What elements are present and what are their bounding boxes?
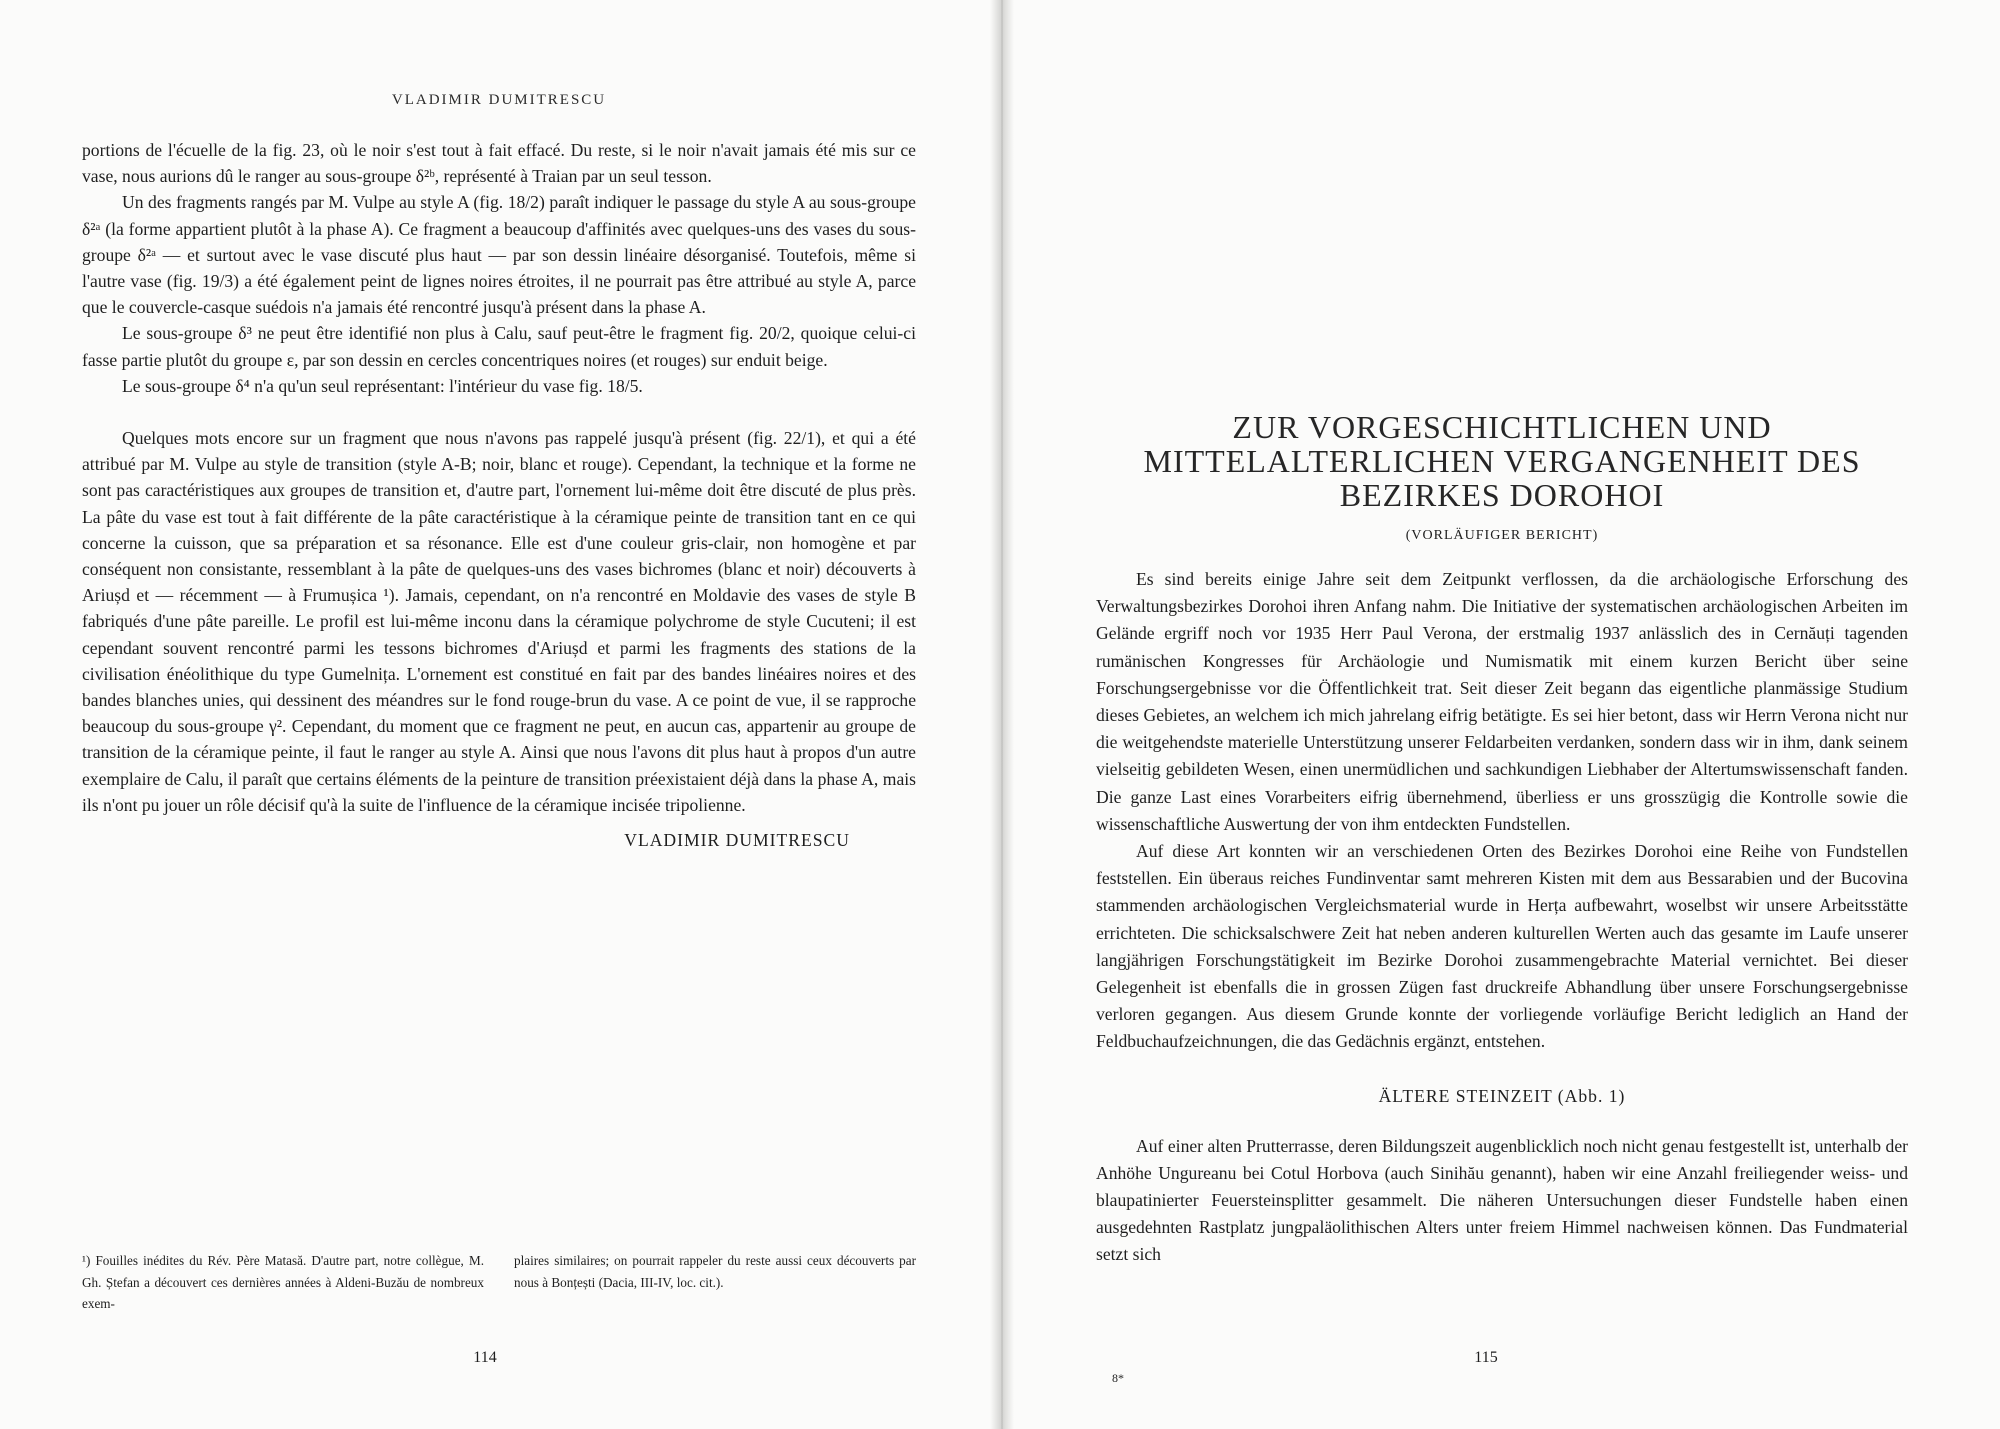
paragraph-1: portions de l'écuelle de la fig. 23, où le noir s'est tout à fait effacé. Du reste, si le noir n'avait jamais été mis sur ce vase, nous aurions dû le ranger au sous-groupe δ²ᵇ, représenté à Traian par un seul tesson. xyxy=(82,140,916,187)
section-paragraph: Auf einer alten Prutterrasse, deren Bildungszeit augenblicklich noch nicht genau festgestellt ist, unterhalb der Anhöhe Ungureanu bei Cotul Horbova (auch Sinihău genannt), haben wir eine Anzahl freiliegender weiss- und blaupatinierter Feuersteinsplitter gesammelt. Die näheren Untersuchungen dieser Fundstelle haben einen ausgedehnten Rastplatz jungpaläolithischen Alters unter freiem Himmel nachweisen können. Das Fundmaterial setzt sich xyxy=(1096,1135,1908,1265)
footnotes xyxy=(82,1250,916,1315)
right-page xyxy=(996,0,2000,1429)
footnote-column-2: plaires similaires; on pourrait rappeler du reste aussi ceux découverts par nous à Bonțești (Dacia, III-IV, loc. cit.). xyxy=(514,1253,916,1290)
paragraph-3: Le sous-groupe δ³ ne peut être identifié non plus à Calu, sauf peut-être le fragment fig. 20/2, quoique celui-ci fasse partie plutôt du groupe ε, par son dessin en cercles concentriques noires (et rouges) sur enduit beige. xyxy=(82,323,916,370)
paragraph-gap xyxy=(82,399,916,425)
paragraph-2: Un des fragments rangés par M. Vulpe au style A (fig. 18/2) paraît indiquer le passage du style A au sous-groupe δ²ᵃ (la forme appartient plutôt à la phase A). Ce fragment a beaucoup d'affinités avec quelques-uns des vases du sous-groupe δ²ᵃ — et surtout avec le vase discuté plus haut — par son dessin linéaire désorganisé. Toutefois, même si l'autre vase (fig. 19/3) a été également peint de lignes noires étroites, il ne pourrait pas être attribué au style A, parce que le couvercle-casque suédois n'a jamais été rencontré jusqu'à présent dans la phase A. xyxy=(82,192,916,318)
footnote-column-1: ¹) Fouilles inédites du Rév. Père Matasă. D'autre part, notre collègue, M. Gh. Ștefan a découvert ces dernières années à Aldeni-Buzău de nombreux exem- xyxy=(82,1253,484,1311)
paragraph-2-right: Auf diese Art konnten wir an verschiedenen Orten des Bezirkes Dorohoi eine Reihe von Fundstellen feststellen. Ein überaus reiches Fundinventar samt mehreren Kisten mit dem aus Bessarabien und der Bucovina stammenden archäologischen Vergleichsmaterial wurde in Herța aufbewahrt, woselbst wir unsere Arbeitsstätte errichteten. Die schicksalschwere Zeit hat neben anderen kulturellen Werten auch das gesamte im Laufe unserer langjährigen Forschungstätigkeit im Bezirke Dorohoi zusammengebrachte Material vernichtet. Bei dieser Gelegenheit ist ebenfalls die in grossen Zügen fast druckreife Abhandlung über unsere Forschungsergebnisse verloren gegangen. Aus diesem Grunde konnte der vorliegende vorläufige Bericht lediglich an Hand der Feldbuchaufzeichnungen, die das Gedächnis ergänzt, entstehen. xyxy=(1096,841,1908,1052)
article-subtitle: (VORLÄUFIGER BERICHT) xyxy=(1405,528,1599,543)
running-head: VLADIMIR DUMITRESCU xyxy=(391,92,607,108)
page-number-left: 114 xyxy=(473,1349,497,1366)
left-page xyxy=(0,0,996,1429)
article-title: ZUR VORGESCHICHTLICHEN UND MITTELALTERLICHEN VERGANGENHEIT DES BEZIRKES DOROHOI xyxy=(1143,409,1861,513)
paragraph-5: Quelques mots encore sur un fragment que nous n'avons pas rappelé jusqu'à présent (fig. 22/1), et qui a été attribué par M. Vulpe au style de transition (style A-B; noir, blanc et rouge). Cependant, la technique et la forme ne sont pas caractéristiques aux groupes de transition et, d'autre part, l'ornement lui-même doit être discuté de plus près. La pâte du vase est tout à fait différente de la pâte caractéristique à la céramique peinte de transition tant en ce qui concerne la cuisson, que sa préparation et sa résonance. Elle est d'une couleur gris-clair, non homogène et par conséquent non consistante, ressemblant à la pâte de quelques-uns des vases bichromes (blanc et noir) découverts à Ariușd et — récemment — à Frumușica ¹). Jamais, cependant, on n'a rencontré en Moldavie des vases de style B fabriqués d'une pâte pareille. Le profil est lui-même inconu dans la céramique polychrome de style Cucuteni; il est cependant souvent rencontré parmi les tessons bichromes d'Ariușd et parmi les fragments des stations de la civilisation énéolithique du type Gumelnița. L'ornement est constitué en fait par des bandes linéaires noires et des bandes blanches unies, qui dessinent des méandres sur le fond rouge-brun du vase. A ce point de vue, il se rapproche beaucoup du sous-groupe γ². Cependant, du moment que ce fragment ne peut, en aucun cas, appartenir au groupe de transition de la céramique peinte, il faut le ranger au style A. Ainsi que nous l'avons dit plus haut à propos d'un autre exemplaire de Calu, il paraît que certains éléments de la peinture de transition préexistaient déjà dans la phase A, mais ils n'ont pu jouer un rôle décisif qu'à la suite de l'influence de la céramique incisée tripolienne. xyxy=(82,428,916,815)
signature-mark: 8* xyxy=(1112,1371,1124,1385)
book-gutter xyxy=(990,0,1014,1429)
paragraph-1-right: Es sind bereits einige Jahre seit dem Zeitpunkt verflossen, da die archäologische Erforschung des Verwaltungsbezirkes Dorohoi ihren Anfang nahm. Die Initiative der systematischen archäologischen Arbeiten im Gelände ergriff noch vor 1935 Herr Paul Verona, der erstmalig 1937 anlässlich des in Cernăuți tagenden rumänischen Kongresses für Archäologie und Numismatik mit einem kurzen Bericht über seine Forschungsergebnisse vor die Öffentlichkeit trat. Seit dieser Zeit begann das eigentliche planmässige Studium dieses Gebietes, an welchem ich mich jahrelang eifrig betätigte. Es sei hier betont, dass wir Herrn Verona nicht nur die weitgehendste materielle Unterstützung unserer Feldarbeiten verdanken, sondern dass wir in ihm, dank seinem vielseitig gebildeten Wesen, einen unermüdlichen und sachkundigen Liebhaber der Altertumswissenschaft fanden. Die ganze Last eines Vorarbeiters eifrig übernehmend, überliess er uns grosszügig die Kontrolle sowie die wissenschaftliche Auswertung der von ihm entdeckten Fundstellen. xyxy=(1096,569,1908,834)
section-heading: ÄLTERE STEINZEIT (Abb. 1) xyxy=(1378,1085,1626,1106)
author-signature: VLADIMIR DUMITRESCU xyxy=(624,830,850,851)
paragraph-4: Le sous-groupe δ⁴ n'a qu'un seul représentant: l'intérieur du vase fig. 18/5. xyxy=(122,375,643,396)
page-number-right: 115 xyxy=(1474,1349,1498,1366)
